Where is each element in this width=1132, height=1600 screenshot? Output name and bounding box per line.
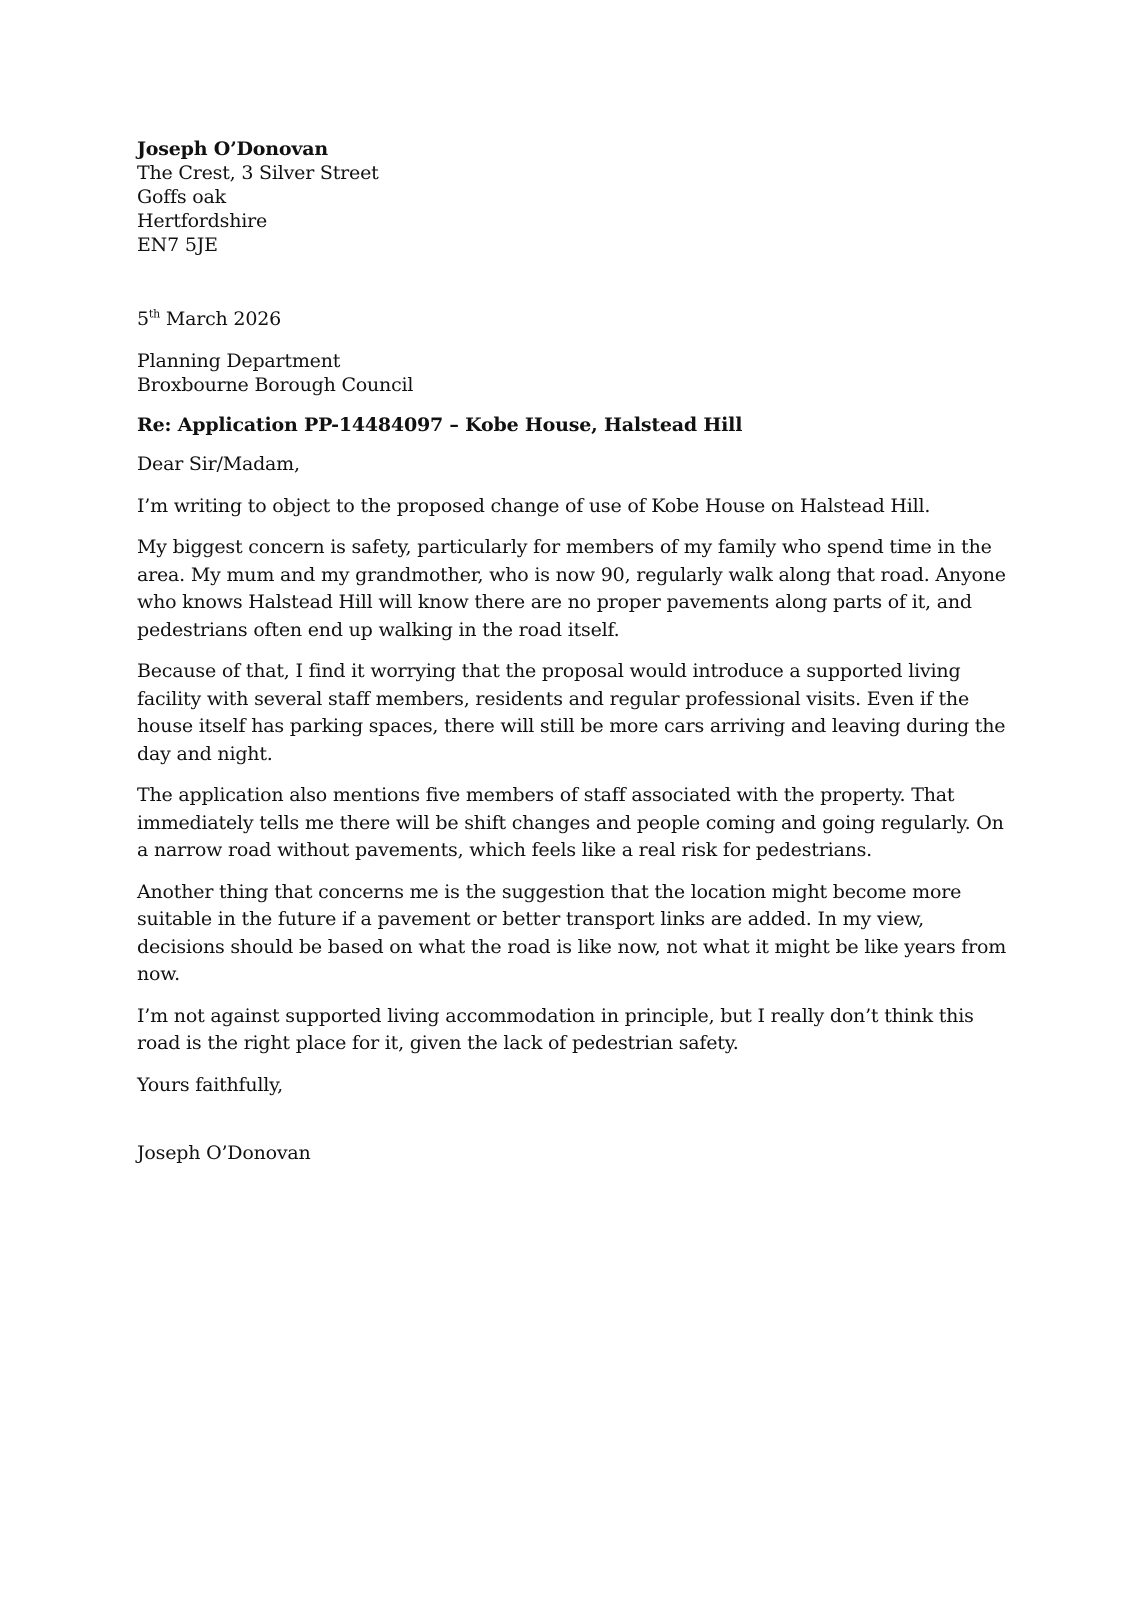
body-paragraph: Another thing that concerns me is the suggestion that the location might become more suitable in the future if a pavement or better transport links are added. In my view, decisions should be based on what the road is like now, not what it might be like years from now. (137, 880, 1007, 985)
date-day: 5 (137, 308, 149, 330)
salutation: Dear Sir/Madam, (137, 453, 300, 475)
body-paragraph: The application also mentions five members of staff associated with the property. That immediately tells me there will be shift changes and people coming and going regularly. On a narrow road without pavements, which feels like a real risk for pedestrians. (137, 784, 1004, 861)
body-paragraph: I’m writing to object to the proposed change of use of Kobe House on Halstead Hill. (137, 494, 931, 517)
date-month-year: March 2026 (165, 308, 281, 330)
letter-date (137, 307, 1007, 331)
signature-name: Joseph O’Donovan (137, 1142, 311, 1164)
sender-block (137, 137, 1007, 257)
recipient-line: Broxbourne Borough Council (137, 374, 414, 396)
sender-address-line: The Crest, 3 Silver Street (137, 162, 379, 184)
date-suffix: th (148, 307, 160, 321)
sender-name: Joseph O’Donovan (137, 138, 328, 160)
sender-address-line: Hertfordshire (137, 210, 268, 232)
body-paragraph: Because of that, I find it worrying that the proposal would introduce a supported living facility with several staff members, residents and regular professional visits. Even if the house itself has parking spaces, there will still be more cars arriving and leaving during the day and night. (137, 660, 1006, 765)
body-paragraph: I’m not against supported living accommodation in principle, but I really don’t think this road is the right place for it, given the lack of pedestrian safety. (137, 1004, 974, 1054)
sender-postcode: EN7 5JE (137, 234, 218, 256)
recipient-block (137, 349, 1007, 397)
sender-address-line: Goffs oak (137, 186, 226, 208)
subject-line: Re: Application PP-14484097 – Kobe House, Halstead Hill (137, 414, 743, 436)
letter-body (137, 137, 1007, 1165)
body-paragraph: My biggest concern is safety, particularly for members of my family who spend time in the area. My mum and my grandmother, who is now 90, regularly walk along that road. Anyone who knows Halstead Hill will know there are no proper pavements along parts of it, and pedestrians often end up walking in the road itself. (137, 536, 1006, 641)
recipient-line: Planning Department (137, 350, 341, 372)
closing: Yours faithfully, (137, 1073, 284, 1096)
